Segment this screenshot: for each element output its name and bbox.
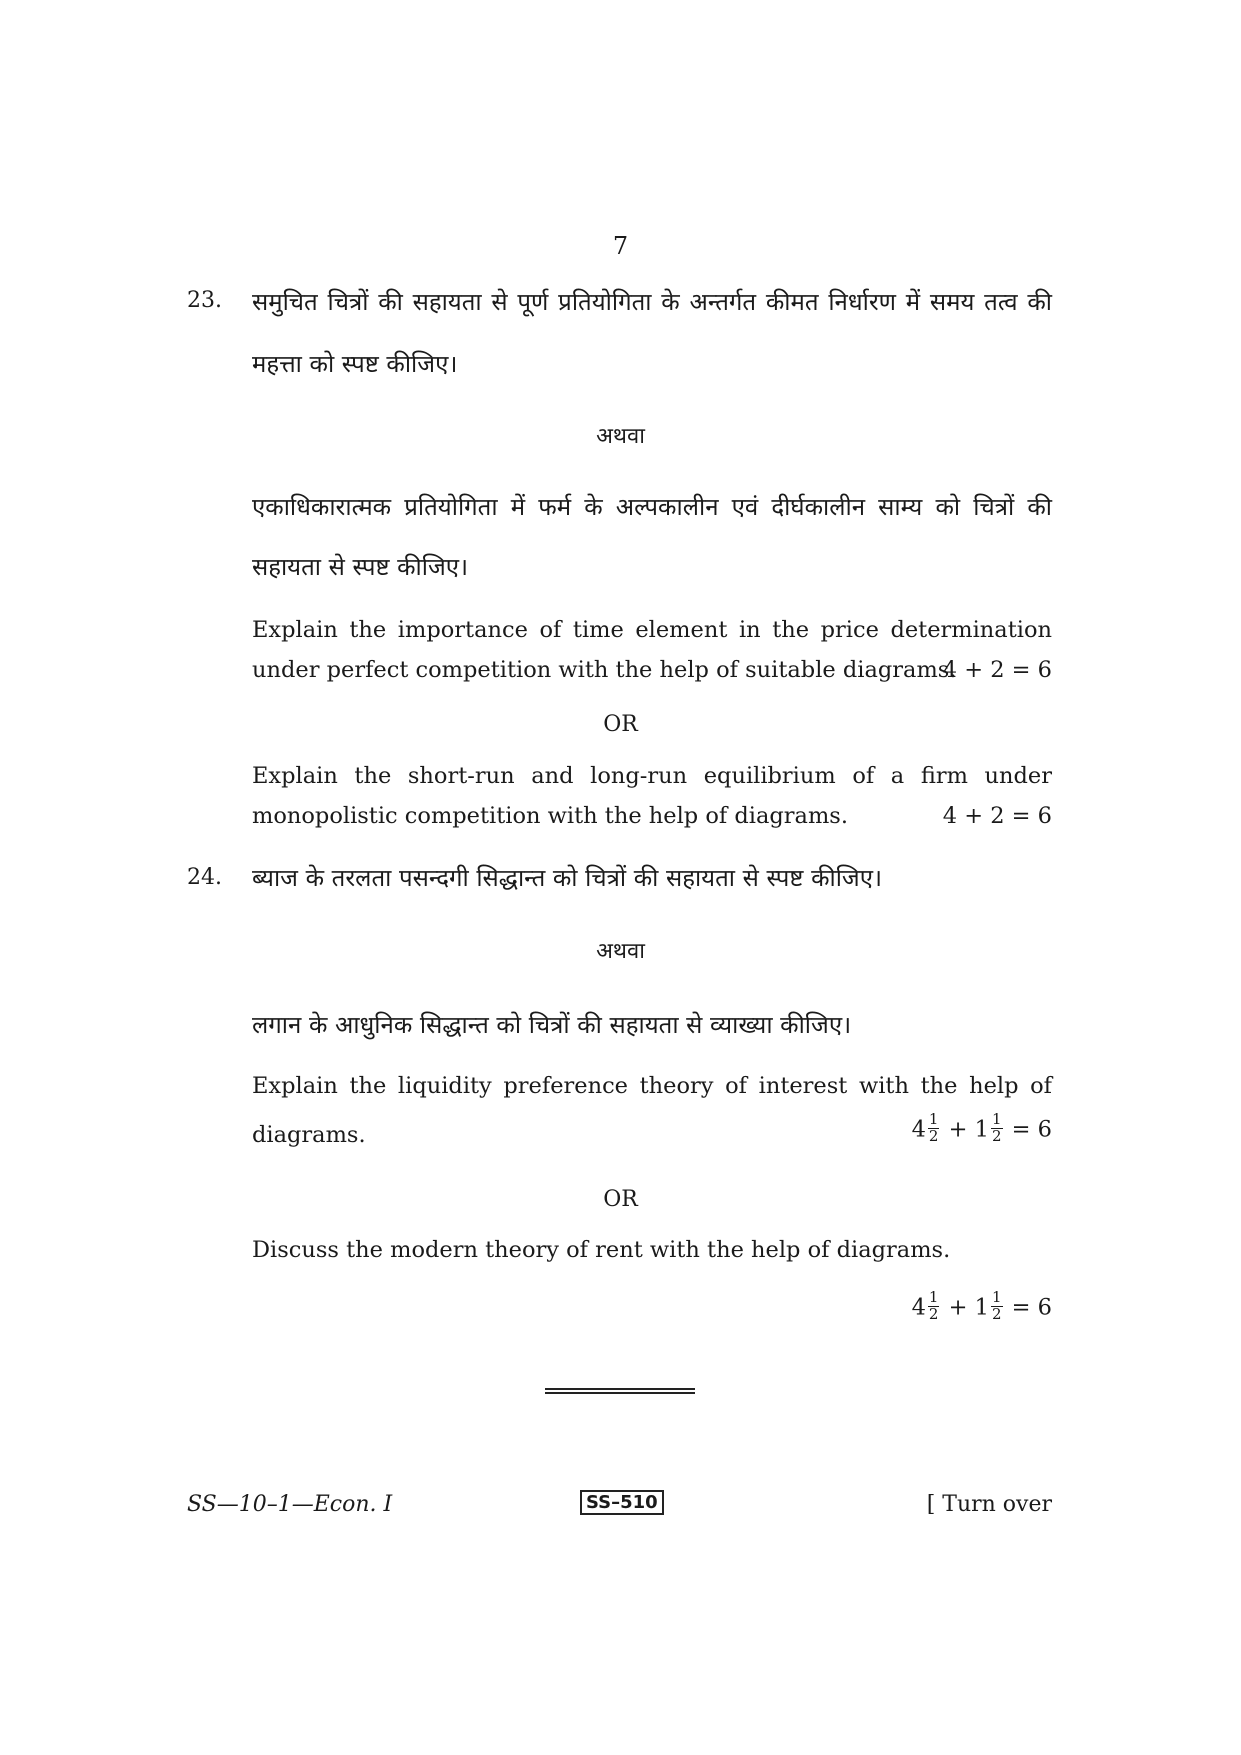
marks-whole-b: 1 [974,1294,989,1321]
page-number: 7 [612,232,629,260]
q23-english-alt-line-1: Explain the short-run and long-run equilibrium of a firm under [252,763,1052,789]
q23-english-alt-marks: 4 + 2 = 6 [942,803,1052,829]
q23-hindi-alt-line-2: सहायता से स्पष्ट कीजिए। [252,553,469,581]
fraction-denominator: 2 [991,1304,1002,1323]
q24-english-alt-line-1: Discuss the modern theory of rent with the help of diagrams. [252,1237,951,1263]
q24-english-marks [911,1110,1052,1147]
q24-english-line-2: diagrams. [252,1122,366,1148]
marks-plus: + [948,1294,968,1321]
q23-english-or: OR [603,712,638,737]
footer-paper-code: SS—10–1—Econ. I [187,1492,393,1517]
fraction-numerator: 1 [928,1110,939,1128]
fraction-half [928,1112,940,1145]
marks-whole-b: 1 [974,1116,989,1143]
marks-whole-a: 4 [911,1294,926,1321]
footer-series-code: SS–510 [580,1490,664,1515]
fraction-numerator: 1 [991,1110,1002,1128]
fraction-denominator: 2 [928,1126,939,1145]
marks-plus: + [948,1116,968,1143]
q24-english-or: OR [603,1187,638,1212]
q24-english-line-1: Explain the liquidity preference theory of interest with the help of [252,1073,1052,1099]
question-number-24: 24. [187,865,222,890]
footer-turn-over: [ Turn over [926,1492,1052,1517]
marks-total: = 6 [1011,1294,1052,1321]
question-number-23: 23. [187,288,222,313]
fraction-half [991,1290,1003,1323]
q23-hindi-or: अथवा [596,424,645,449]
fraction-denominator: 2 [928,1304,939,1323]
end-divider [545,1388,695,1394]
q24-hindi-or: अथवा [596,939,645,964]
q23-english-line-2: under perfect competition with the help of suitable diagrams. [252,657,957,683]
fraction-half [991,1112,1003,1145]
fraction-half [928,1290,940,1323]
q23-english-marks: 4 + 2 = 6 [942,657,1052,683]
q23-hindi-line-1: समुचित चित्रों की सहायता से पूर्ण प्रतियोगिता के अन्तर्गत कीमत निर्धारण में समय तत्व की [252,288,1052,316]
q24-english-alt-marks [911,1288,1052,1325]
fraction-denominator: 2 [991,1126,1002,1145]
q23-english-line-1: Explain the importance of time element in the price determination [252,617,1052,643]
fraction-numerator: 1 [991,1288,1002,1306]
q23-hindi-alt-line-1: एकाधिकारात्मक प्रतियोगिता में फर्म के अल्पकालीन एवं दीर्घकालीन साम्य को चित्रों की [252,493,1052,521]
marks-total: = 6 [1011,1116,1052,1143]
fraction-numerator: 1 [928,1288,939,1306]
q24-hindi-alt-line-1: लगान के आधुनिक सिद्धान्त को चित्रों की सहायता से व्याख्या कीजिए। [252,1011,852,1039]
q23-hindi-line-2: महत्ता को स्पष्ट कीजिए। [252,350,458,378]
q24-hindi-line-1: ब्याज के तरलता पसन्दगी सिद्धान्त को चित्रों की सहायता से स्पष्ट कीजिए। [252,864,883,892]
q23-english-alt-line-2: monopolistic competition with the help of diagrams. [252,803,849,829]
marks-whole-a: 4 [911,1116,926,1143]
